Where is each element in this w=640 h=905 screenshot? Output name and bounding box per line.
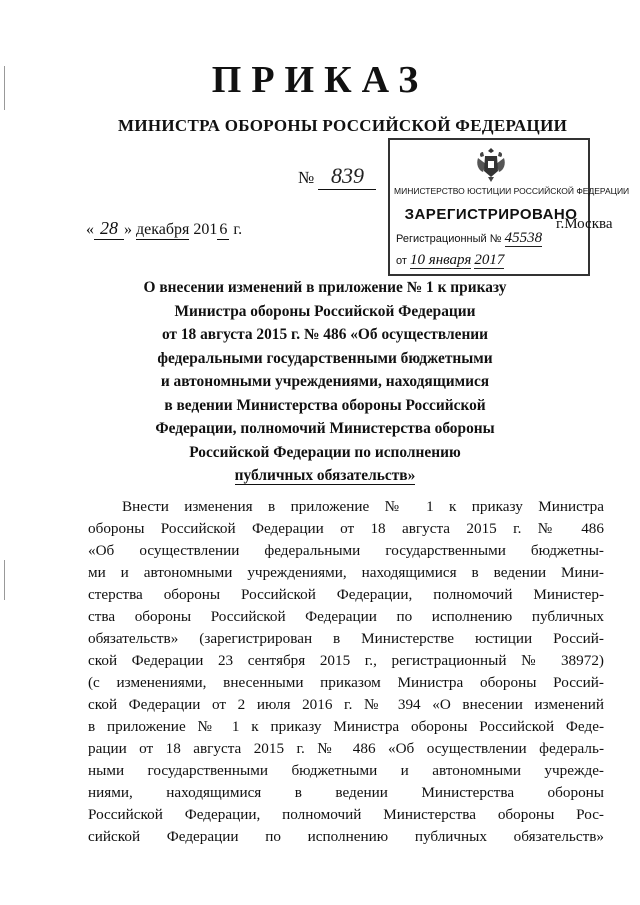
regdate-label: от bbox=[396, 255, 407, 267]
body-line: «Об осуществлении федеральными государственными бюджетны- bbox=[88, 542, 604, 559]
regdate-value: 10 января bbox=[409, 252, 472, 268]
body-line: рации от 18 августа 2015 г. № 486 «Об осуществлении федераль- bbox=[88, 740, 604, 757]
double-headed-eagle-icon bbox=[474, 144, 508, 184]
document-subtitle: МИНИСТРА ОБОРОНЫ РОССИЙСКОЙ ФЕДЕРАЦИИ bbox=[118, 116, 568, 135]
heading-line: Министра обороны Российской Федерации bbox=[174, 302, 476, 320]
stamp-registered: ЗАРЕГИСТРИРОВАНО bbox=[404, 206, 578, 223]
body-line: ской Федерации 23 сентября 2015 г., регистрационный № 38972) bbox=[88, 652, 604, 669]
date-year-suffix: г. bbox=[233, 221, 243, 238]
date-close-quote: » bbox=[124, 221, 132, 238]
scan-edge-mark bbox=[4, 560, 5, 600]
stamp-registration-number bbox=[396, 230, 542, 247]
regnum-value: 45538 bbox=[504, 230, 543, 246]
heading-line: от 18 августа 2015 г. № 486 «Об осуществлении bbox=[161, 326, 489, 343]
body-line: ства обороны Российской Федерации по исполнению публичных bbox=[88, 608, 604, 625]
stamp-ministry: МИНИСТЕРСТВО ЮСТИЦИИ РОССИЙСКОЙ ФЕДЕРАЦИИ bbox=[394, 186, 630, 196]
document-title: ПРИКАЗ bbox=[211, 59, 429, 101]
body-line: ми и автономными учреждениями, находящимися в ведении Мини- bbox=[88, 564, 604, 581]
city: г.Москва bbox=[556, 216, 613, 232]
body-line: (с изменениями, внесенными приказом Министра обороны Россий- bbox=[88, 674, 604, 691]
number-prefix: № bbox=[298, 168, 315, 187]
body-line: Внести изменения в приложение № 1 к приказу Министра bbox=[122, 498, 604, 515]
body-line: стерства обороны Российской Федерации, полномочий Министер- bbox=[88, 586, 604, 603]
heading-line: О внесении изменений в приложение № 1 к приказу bbox=[143, 279, 507, 296]
date-month: декабря bbox=[136, 221, 190, 238]
body-line: ской Федерации от 2 июля 2016 г. № 394 «О внесении изменений bbox=[88, 696, 604, 713]
heading-line: Федерации, полномочий Министерства обороны bbox=[155, 420, 495, 437]
stamp-registration-date bbox=[396, 252, 504, 269]
registration-stamp bbox=[388, 138, 630, 276]
body-line: обязательств» (зарегистрирован в Министерстве юстиции Россий- bbox=[88, 630, 604, 647]
order-date bbox=[86, 218, 242, 240]
body-line: ными государственными бюджетными и автономными учрежде- bbox=[88, 762, 604, 779]
date-day: 28 bbox=[94, 218, 124, 240]
order-body bbox=[88, 496, 604, 848]
date-open-quote: « bbox=[86, 221, 94, 238]
date-year-digit: 6 bbox=[219, 221, 228, 238]
regdate-year: 2017 bbox=[474, 252, 505, 268]
body-line: сийской Федерации по исполнению публичных обязательств» bbox=[88, 828, 604, 845]
body-line: ниями, находящимися в ведении Министерства обороны bbox=[88, 784, 604, 801]
heading-line: и автономными учреждениями, находящимися bbox=[160, 373, 490, 390]
body-line: Российской Федерации, полномочий Министерства обороны Рос- bbox=[88, 806, 604, 823]
body-line: в приложение № 1 к приказу Министра обороны Российской Феде- bbox=[88, 718, 604, 735]
order-number bbox=[298, 163, 376, 190]
date-year-prefix: 201 bbox=[193, 221, 218, 238]
heading-line: в ведении Министерства обороны Российской bbox=[164, 396, 486, 414]
number-handwritten: 839 bbox=[318, 163, 376, 190]
regnum-label: Регистрационный № bbox=[396, 233, 502, 245]
heading-line: Российской Федерации по исполнению bbox=[189, 443, 461, 461]
heading-line: федеральными государственными бюджетными bbox=[157, 349, 493, 367]
heading-last-text: публичных обязательств» bbox=[234, 467, 416, 484]
body-line: обороны Российской Федерации от 18 августа 2015 г. № 486 bbox=[88, 520, 604, 537]
order-heading bbox=[100, 276, 550, 488]
heading-line bbox=[100, 464, 550, 488]
